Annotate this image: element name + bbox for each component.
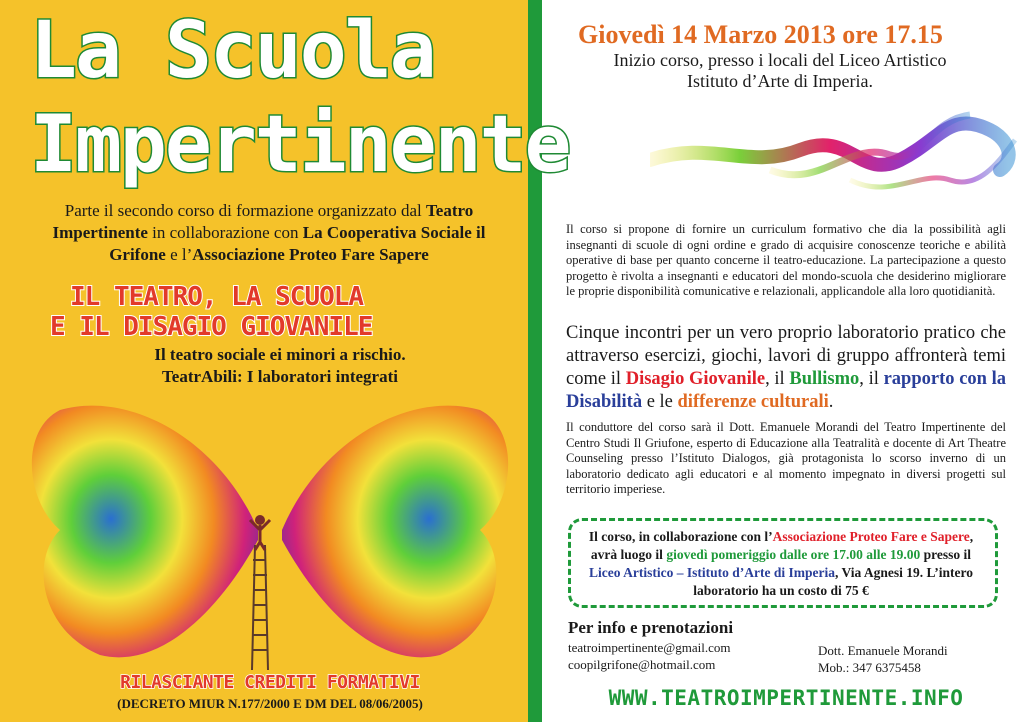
right-wing bbox=[282, 406, 508, 658]
decreto-text: (DECRETO MIUR N.177/2000 E DM DEL 08/06/2005) bbox=[117, 696, 423, 711]
topic-disagio: Disagio Giovanile bbox=[625, 369, 766, 389]
intro-teatro-impertinente: Teatro Impertinente bbox=[52, 201, 474, 242]
intro-part-2: in collaborazione con bbox=[147, 223, 303, 242]
email-coop: coopilgrifone@hotmail.com bbox=[568, 657, 716, 672]
conductor-bio: Il conduttore del corso sarà il Dott. Emanuele Morandi del Teatro Impertinente del Centro Studi Il Griufone, esperto di Educazione alla Teatralità e docente di Art Theatre Counseling presso l’Istituto Dialogos, già protagonista lo scorso inverno di un laboratorio dedicato agli educatori e al momento impegnato in diversi progetti sul territorio imperiese. bbox=[566, 420, 1006, 496]
intro-part-3: e l’ bbox=[165, 245, 193, 264]
rainbow-smoke-illustration bbox=[650, 100, 1020, 210]
box-associazione: Associazione Proteo Fare e Sapere bbox=[772, 529, 970, 544]
headline-line-2: E IL DISAGIO GIOVANILE bbox=[50, 312, 373, 342]
subtitle-line-1: Il teatro sociale ei minori a rischio. bbox=[154, 345, 406, 364]
topics-text-5: . bbox=[828, 392, 834, 412]
location-line-1: Inizio corso, presso i locali del Liceo Artistico bbox=[613, 50, 947, 70]
event-location bbox=[560, 50, 1000, 92]
crediti-formativi: RILASCIANTE CREDITI FORMATIVI bbox=[120, 672, 420, 693]
course-topics bbox=[566, 322, 1006, 414]
topic-bullismo: Bullismo bbox=[789, 369, 860, 389]
box-liceo: Liceo Artistico – Istituto d’Arte di Imperia bbox=[589, 565, 835, 580]
event-date: Giovedì 14 Marzo 2013 ore 17.15 bbox=[578, 20, 943, 49]
topics-text-3: , il bbox=[859, 369, 884, 389]
subtitle-line-2: TeatrAbili: I laboratori integrati bbox=[162, 367, 398, 386]
butterfly-illustration bbox=[20, 380, 520, 670]
topic-differenze: differenze culturali bbox=[677, 392, 829, 412]
location-line-2: Istituto d’Arte di Imperia. bbox=[687, 71, 873, 91]
title-line-2: Impertinente bbox=[30, 100, 570, 190]
info-box-text bbox=[580, 528, 982, 600]
box-text-3: presso il bbox=[920, 547, 972, 562]
intro-cooperativa: La Cooperativa Sociale il Grifone bbox=[109, 223, 486, 264]
course-description: Il corso si propone di fornire un curriculum formativo che dia la possibilità agli insegnanti di scuole di ogni ordine e grado di acquisire conoscenze teoriche e abilità operative di base per quanto concerne il teatro-educazione. La partecipazione a questo progetto è rivolta a insegnanti e educatori del mondo-scuola che desiderino migliorare le proprie disponibilità comunicative e relazionali, applicandole alla loro quotidianità. bbox=[566, 222, 1006, 298]
email-teatro: teatroimpertinente@gmail.com bbox=[568, 640, 731, 655]
box-text-4: , Via Agnesi 19. L’intero laboratorio ha un costo di 75 € bbox=[693, 565, 973, 598]
topics-text-1: Cinque incontri per un vero proprio laboratorio pratico che attraverso esercizi, giochi, lavori di gruppo affronterà temi come il bbox=[566, 323, 1006, 389]
topics-text-4: e le bbox=[642, 392, 678, 412]
contact-mobile: Mob.: 347 6375458 bbox=[818, 660, 921, 675]
headline-line-1: IL TEATRO, LA SCUOLA bbox=[70, 282, 364, 312]
box-text-2: , avrà luogo il bbox=[590, 529, 974, 562]
box-text-1: Il corso, in collaborazione con l’ bbox=[588, 529, 773, 544]
intro-text bbox=[24, 200, 514, 266]
intro-part-1: Parte il secondo corso di formazione organizzato dal bbox=[64, 201, 427, 220]
info-heading: Per info e prenotazioni bbox=[568, 618, 734, 637]
topics-text-2: , il bbox=[765, 369, 790, 389]
box-orario: giovedì pomeriggio dalle ore 17.00 alle 19.00 bbox=[666, 547, 921, 562]
intro-associazione: Associazione Proteo Fare Sapere bbox=[192, 245, 429, 264]
title-line-1: La Scuola bbox=[30, 6, 435, 96]
topic-disabilita: rapporto con la Disabilità bbox=[566, 369, 1007, 412]
contact-name: Dott. Emanuele Morandi bbox=[818, 643, 948, 658]
website-url: WWW.TEATROIMPERTINENTE.INFO bbox=[608, 686, 964, 710]
left-wing bbox=[32, 406, 258, 658]
ladder-icon bbox=[252, 545, 268, 670]
